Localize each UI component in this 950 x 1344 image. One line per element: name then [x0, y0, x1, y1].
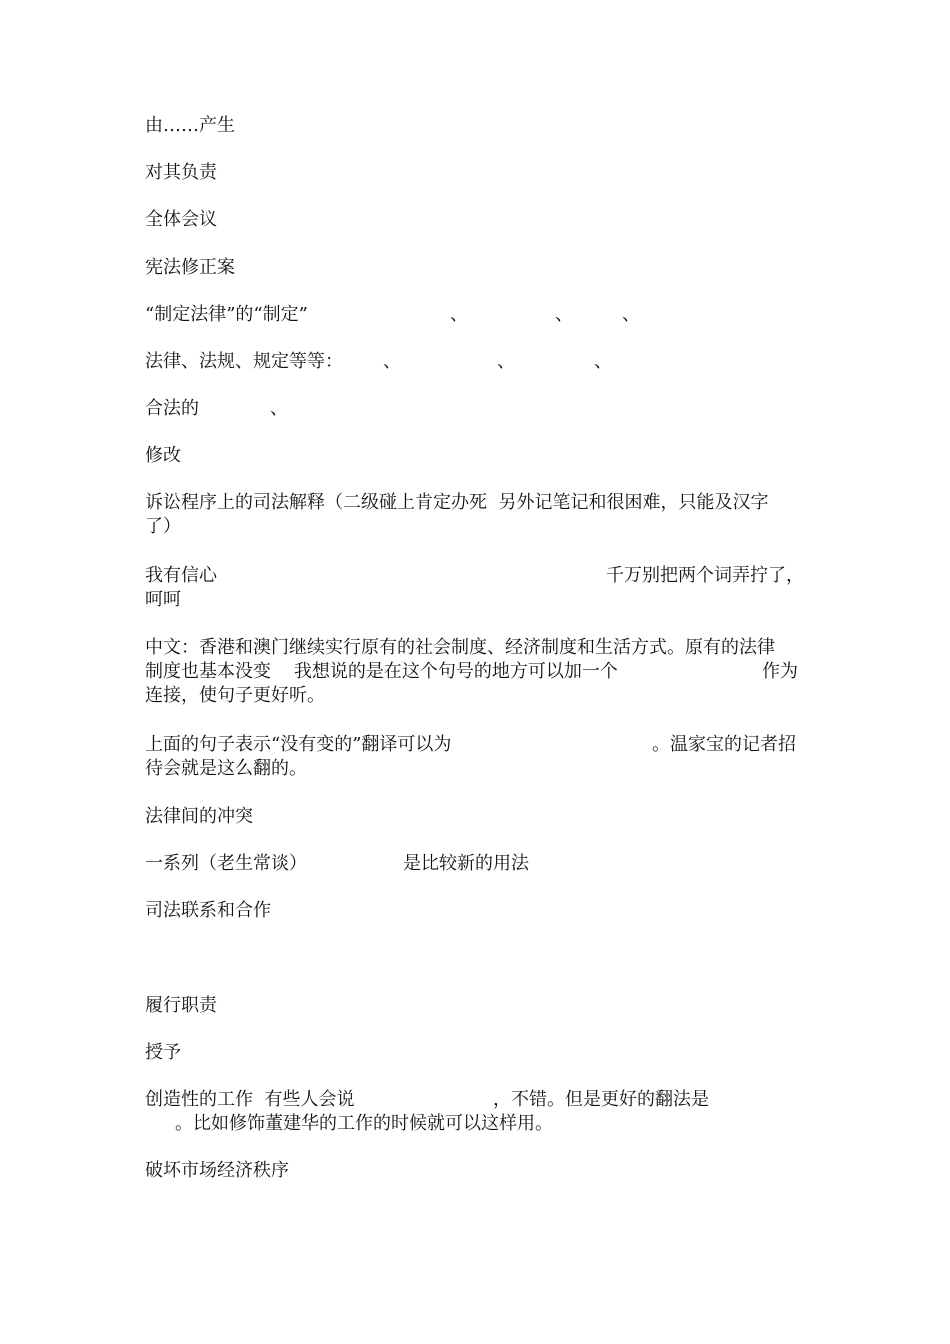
note-line-17: 授予	[145, 1042, 181, 1063]
separator: 、	[497, 351, 515, 372]
paragraph-fragment: 上面的句子表示“没有变的”翻译可以为	[145, 734, 452, 755]
note-line-13: 法律间的冲突	[145, 806, 253, 827]
separator: 、	[622, 304, 640, 325]
paragraph-fragment: 创造性的工作 有些人会说	[145, 1089, 355, 1110]
paragraph-row: 待会就是这么翻的。	[145, 758, 307, 779]
note-line-1: 由……产生	[145, 115, 235, 136]
paragraph-fragment: ，不错。但是更好的翻法是	[493, 1089, 709, 1110]
paragraph-fragment: 是比较新的用法	[403, 853, 529, 874]
paragraph-fragment: 作为	[762, 661, 798, 682]
note-line-2: 对其负责	[145, 162, 217, 183]
note-line-19: 破坏市场经济秩序	[145, 1160, 289, 1181]
separator: 、	[594, 351, 612, 372]
paragraph-row: 中文：香港和澳门继续实行原有的社会制度、经济制度和生活方式。原有的法律	[145, 637, 775, 658]
note-line-8: 修改	[145, 445, 181, 466]
paragraph-row: 诉讼程序上的司法解释（二级碰上肯定办死 另外记笔记和很困难，只能及汉字	[145, 492, 769, 513]
separator: 、	[383, 351, 401, 372]
paragraph-fragment: 呵呵	[145, 589, 181, 610]
paragraph-fragment: 千万别把两个词弄拧了，	[606, 565, 804, 586]
note-line-15: 司法联系和合作	[145, 900, 271, 921]
note-line-6-text: 法律、法规、规定等等：	[145, 351, 343, 372]
separator: 、	[450, 304, 468, 325]
paragraph-fragment: 。温家宝的记者招	[652, 734, 796, 755]
paragraph-row: 了）	[145, 516, 181, 537]
separator: 、	[270, 398, 288, 419]
note-line-4: 宪法修正案	[145, 257, 235, 278]
paragraph-fragment: 我有信心	[145, 565, 217, 586]
note-paragraph-9	[145, 491, 810, 539]
paragraph-row: 连接，使句子更好听。	[145, 685, 325, 706]
paragraph-fragment: 一系列（老生常谈）	[145, 853, 307, 874]
note-line-5-text: “制定法律”的“制定”	[145, 304, 308, 325]
note-line-7-text: 合法的	[145, 398, 199, 419]
paragraph-fragment: 。比如修饰董建华的工作的时候就可以这样用。	[175, 1113, 553, 1134]
note-line-16: 履行职责	[145, 995, 217, 1016]
paragraph-fragment: 制度也基本没变 我想说的是在这个句号的地方可以加一个	[145, 661, 618, 682]
separator: 、	[555, 304, 573, 325]
note-line-3: 全体会议	[145, 209, 217, 230]
